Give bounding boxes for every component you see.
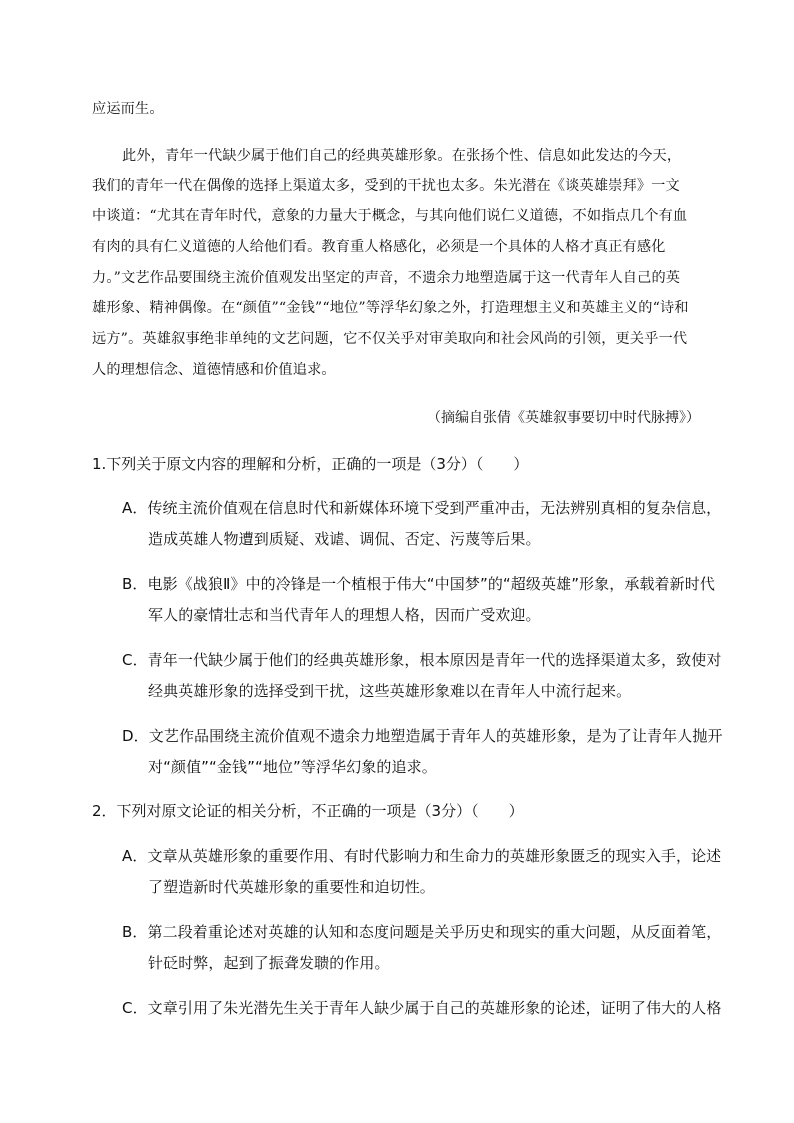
q1-option-b: B．电影《战狼Ⅱ》中的冷锋是一个植根于伟大“中国梦”的“超级英雄”形象，承载着新时代 [122, 575, 715, 593]
passage-line: 力。”文艺作品要围绕主流价值观发出坚定的声音，不遗余力地塑造属于这一代青年人自己的英 [92, 270, 681, 286]
passage-line: 远方”。英雄叙事绝非单纯的文艺问题，它不仅关乎对审美取向和社会风尚的引领，更关乎一代 [92, 331, 688, 347]
passage-line: 有肉的具有仁义道德的人给他们看。教育重人格感化，必须是一个具体的人格才真正有感化 [92, 239, 666, 255]
question-2-stem: 2．下列对原文论证的相关分析，不正确的一项是（3分）（ ） [92, 802, 524, 820]
q2-option-c: C．文章引用了朱光潜先生关于青年人缺少属于自己的英雄形象的论述，证明了伟大的人格 [122, 999, 722, 1017]
question-1-stem: 1.下列关于原文内容的理解和分析，正确的一项是（3分）（ ） [92, 455, 529, 473]
q2-option-a-cont: 了塑造新时代英雄形象的重要性和迫切性。 [148, 878, 435, 896]
q1-option-d-cont: 对“颜值”“金钱”“地位”等浮华幻象的追求。 [148, 758, 437, 776]
q2-option-a: A．文章从英雄形象的重要作用、有时代影响力和生命力的英雄形象匮乏的现实入手，论述 [122, 847, 722, 865]
q2-option-b-cont: 针砭时弊，起到了振聋发聩的作用。 [148, 954, 390, 972]
passage-line: 雄形象、精神偶像。在“颜值”“金钱”“地位”等浮华幻象之外，打造理想主义和英雄主义的“诗和 [92, 300, 689, 316]
q1-option-a-cont: 造成英雄人物遭到质疑、戏谑、调侃、否定、污蔑等后果。 [148, 530, 541, 548]
q1-option-c-cont: 经典英雄形象的选择受到干扰，这些英雄形象难以在青年人中流行起来。 [148, 682, 632, 700]
source-citation: （摘编自张倩《英雄叙事要切中时代脉搏》） [427, 410, 700, 426]
q1-option-b-cont: 军人的豪情壮志和当代青年人的理想人格，因而广受欢迎。 [148, 606, 541, 624]
q2-option-b: B．第二段着重论述对英雄的认知和态度问题是关乎历史和现实的重大问题，从反面着笔， [122, 923, 722, 941]
passage-line: 此外，青年一代缺少属于他们自己的经典英雄形象。在张扬个性、信息如此发达的今天， [122, 148, 682, 164]
q1-option-c: C．青年一代缺少属于他们的经典英雄形象，根本原因是青年一代的选择渠道太多，致使对 [122, 651, 722, 669]
q1-option-a: A．传统主流价值观在信息时代和新媒体环境下受到严重冲击，无法辨别真相的复杂信息， [122, 499, 722, 517]
passage-line: 我们的青年一代在偶像的选择上渠道太多，受到的干扰也太多。朱光潜在《谈英雄崇拜》一文 [92, 178, 680, 194]
passage-line: 中谈道：“尤其在青年时代，意象的力量大于概念，与其向他们说仁义道德，不如指点几个有血 [92, 208, 688, 224]
passage-line: 人的理想信念、道德情感和价值追求。 [92, 362, 336, 378]
q1-option-d: D．文艺作品围绕主流价值观不遗余力地塑造属于青年人的英雄形象，是为了让青年人抛开 [122, 727, 723, 745]
passage-line: 应运而生。 [92, 101, 164, 117]
